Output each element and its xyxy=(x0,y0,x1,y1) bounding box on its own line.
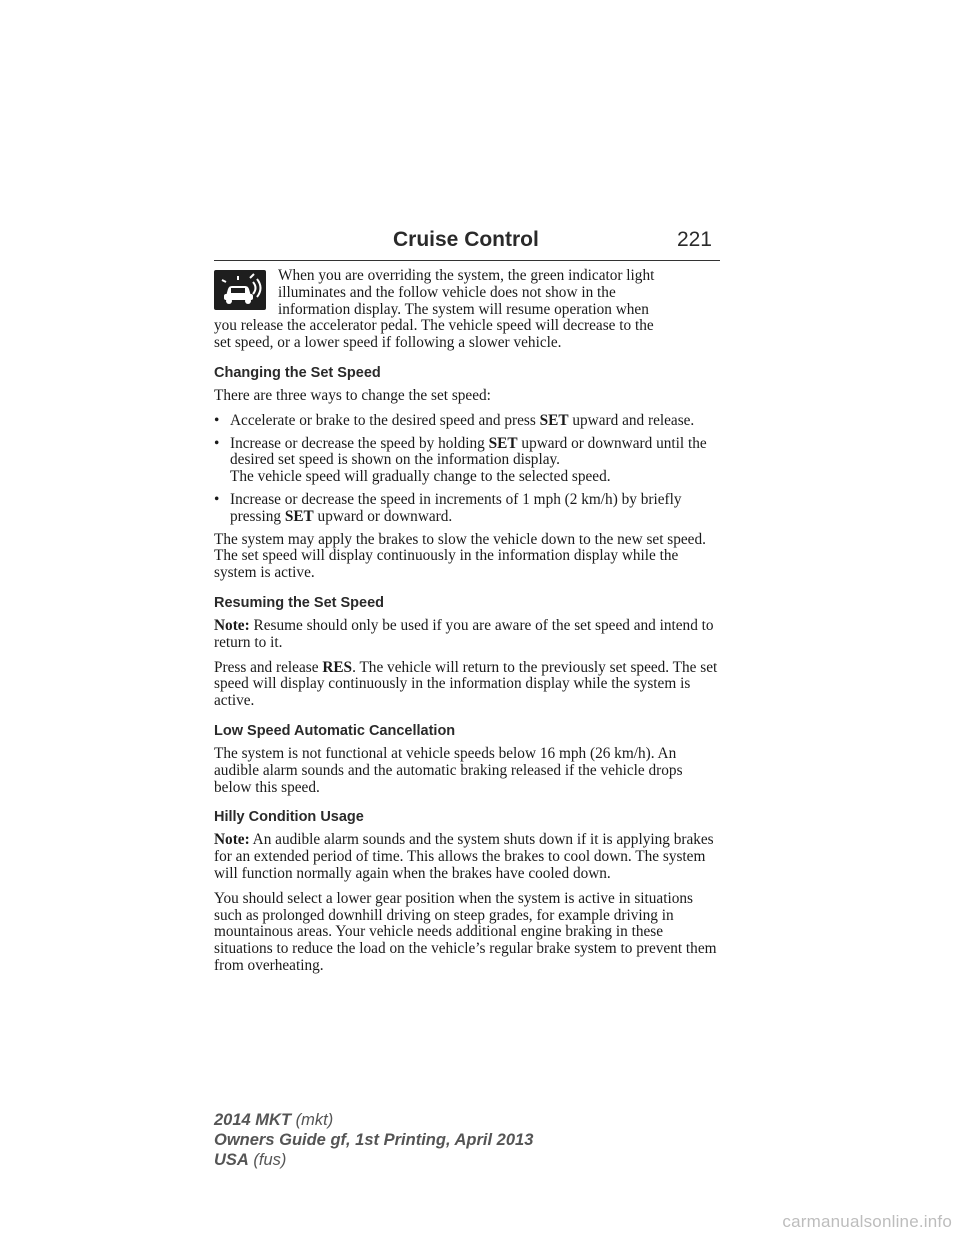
paragraph-text: . The vehicle will return to the previously set speed. The set speed will display continuously in the information display while the system is active. xyxy=(214,658,718,710)
resuming-paragraph xyxy=(214,660,722,710)
low-speed-paragraph: The system is not functional at vehicle speeds below 16 mph (26 km/h). An audible alarm sounds and the automatic braking released if the vehicle drops below this speed. xyxy=(214,744,683,796)
resuming-note xyxy=(214,618,722,652)
intro-line: When you are overriding the system, the green indicator light xyxy=(278,267,655,284)
bullet-marker: • xyxy=(214,490,220,508)
footer-market: USA xyxy=(214,1151,249,1169)
page-header xyxy=(214,228,720,261)
hilly-paragraph: You should select a lower gear position when the system is active in situations such as prolonged downhill driving on steep grades, for example driving in mountainous areas. Your vehicle needs additional engine braking in these situations to reduce the load on the vehicle’s regular brake system to prevent them from overheating. xyxy=(214,889,717,974)
heading-hilly-condition: Hilly Condition Usage xyxy=(214,809,364,826)
note-label: Note: xyxy=(214,831,250,849)
paragraph-text: Press and release xyxy=(214,658,323,676)
page-footer xyxy=(214,1110,533,1170)
changing-after-paragraph: The system may apply the brakes to slow the vehicle down to the new set speed. The set speed will display continuously in the information display while the system is active. xyxy=(214,530,706,582)
intro-line: set speed, or a lower speed if following a slower vehicle. xyxy=(214,334,562,352)
set-button-term: SET xyxy=(539,411,569,429)
note-label: Note: xyxy=(214,616,250,634)
page-number: 221 xyxy=(676,228,712,251)
footer-line: Owners Guide gf, 1st Printing, April 2013 xyxy=(214,1131,534,1149)
intro-line: information display. The system will resume operation when xyxy=(278,300,649,318)
footer-market-code: (fus) xyxy=(248,1151,287,1169)
footer-line xyxy=(214,1110,533,1130)
bullet-marker: • xyxy=(214,434,220,452)
bullet-text: Increase or decrease the speed in increments of 1 mph (2 km/h) by briefly pressing xyxy=(230,490,682,525)
intro-paragraph xyxy=(214,268,722,352)
intro-line: you release the accelerator pedal. The vehicle speed will decrease to the xyxy=(214,317,654,335)
bullet-text: The vehicle speed will gradually change to the selected speed. xyxy=(230,468,611,486)
bullet-text: upward and release. xyxy=(568,411,695,429)
page-body xyxy=(214,268,722,983)
section-title: Cruise Control xyxy=(393,228,539,251)
bullet-text: Accelerate or brake to the desired speed and press xyxy=(230,411,540,429)
changing-intro: There are three ways to change the set speed: xyxy=(214,386,491,404)
bullet-item xyxy=(214,413,722,430)
bullet-item xyxy=(214,492,722,526)
intro-line: illuminates and the follow vehicle does not show in the xyxy=(278,283,616,301)
footer-line xyxy=(214,1150,533,1170)
heading-resuming-set-speed: Resuming the Set Speed xyxy=(214,594,385,611)
heading-low-speed-cancellation: Low Speed Automatic Cancellation xyxy=(214,722,456,739)
bullet-text: upward or downward. xyxy=(313,507,453,525)
note-text: Resume should only be used if you are aware of the set speed and intend to return to it. xyxy=(214,616,714,651)
bullet-marker: • xyxy=(214,411,220,429)
watermark: carmanualsonline.info xyxy=(782,1212,952,1231)
res-button-term: RES xyxy=(322,658,353,676)
set-button-term: SET xyxy=(284,507,314,525)
hilly-note xyxy=(214,832,722,882)
bullet-text: Increase or decrease the speed by holding xyxy=(230,434,489,452)
heading-changing-set-speed: Changing the Set Speed xyxy=(214,364,381,381)
bullet-text: upward or downward until the desired set speed is shown on the information display. xyxy=(230,434,707,469)
footer-model-code: (mkt) xyxy=(291,1111,334,1129)
set-button-term: SET xyxy=(488,434,518,452)
note-text: An audible alarm sounds and the system shuts down if it is applying brakes for an extended period of time. This allows the brakes to cool down. The system will function normally again when the brakes have cooled down. xyxy=(214,831,714,882)
bullet-item xyxy=(214,436,722,486)
footer-model: 2014 MKT xyxy=(214,1111,292,1129)
